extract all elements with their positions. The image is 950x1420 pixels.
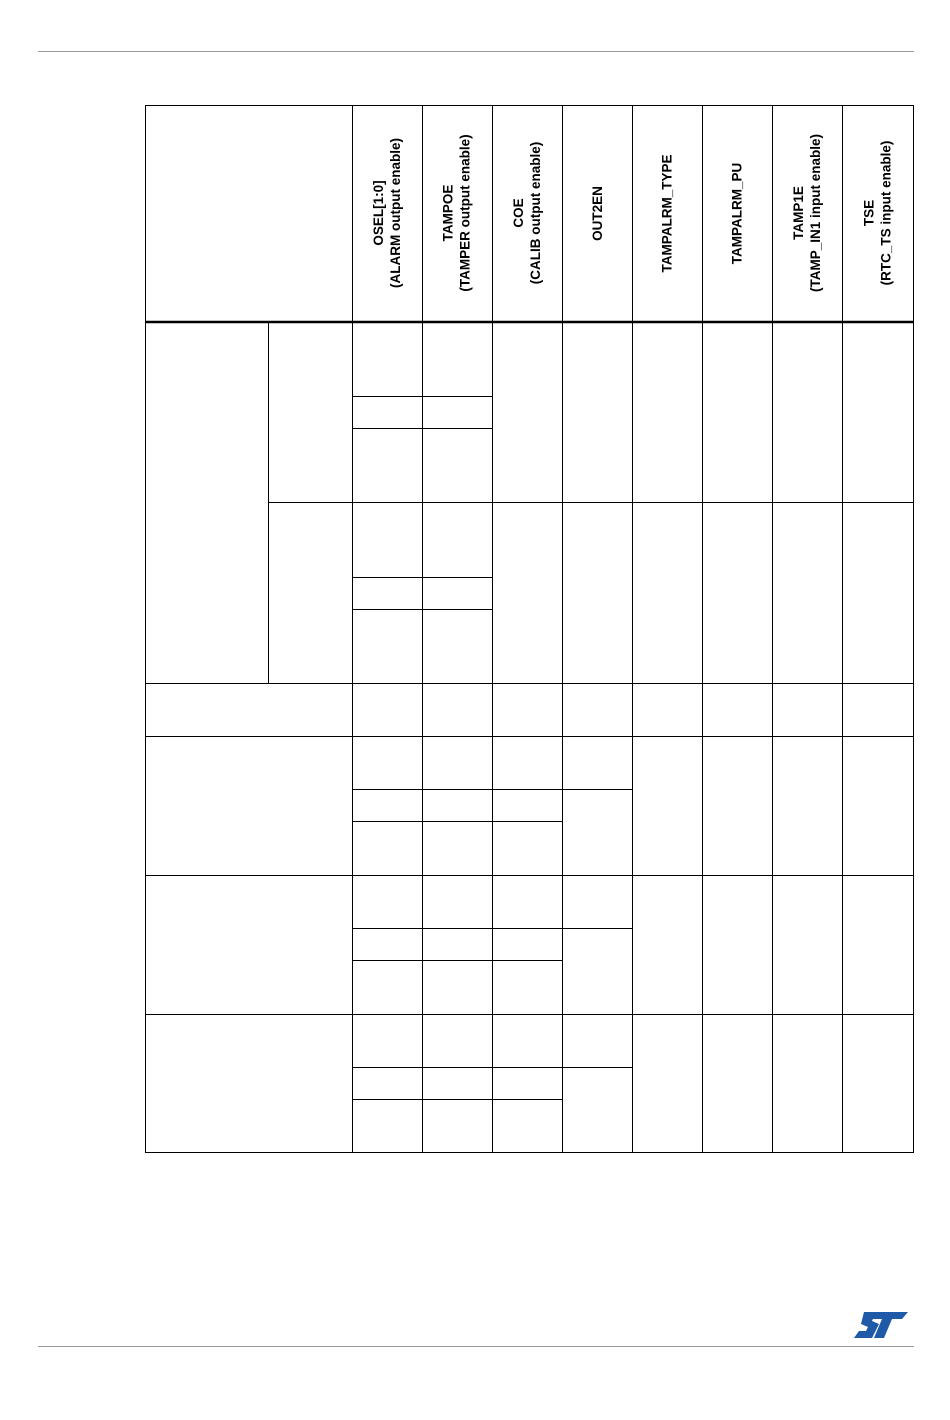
- column-header-tamp1e-name: TAMP1E: [791, 186, 807, 240]
- column-header-tamp1e-desc: (TAMP_IN1 input enable): [808, 133, 824, 293]
- column-header-tampoe-desc: (TAMPER output enable): [458, 134, 474, 292]
- column-header-coe-desc: (CALIB output enable): [528, 141, 544, 285]
- column-header-tampalrm-type-name: TAMPALRM_TYPE: [659, 154, 675, 272]
- st-logo: [852, 1310, 908, 1340]
- column-header-tse-desc: (RTC_TS input enable): [878, 140, 894, 286]
- column-header-tse-name: TSE: [861, 199, 877, 227]
- column-header-osel: [352, 105, 422, 321]
- column-header-out2en: [562, 105, 632, 321]
- column-header-coe-name: COE: [511, 198, 527, 228]
- column-header-tampalrm-pu-name: TAMPALRM_PU: [729, 162, 745, 264]
- column-header-tampalrm-type: [632, 105, 702, 321]
- column-header-tse: [842, 105, 913, 321]
- column-header-out2en-name: OUT2EN: [589, 185, 605, 241]
- column-header-osel-desc: (ALARM output enable): [388, 138, 404, 288]
- column-header-coe: [492, 105, 562, 321]
- column-header-tampoe: [422, 105, 492, 321]
- column-header-tampoe-name: TAMPOE: [441, 184, 457, 242]
- column-header-osel-name: OSEL[1:0]: [371, 180, 387, 246]
- column-header-tamp1e: [772, 105, 842, 321]
- column-header-tampalrm-pu: [702, 105, 772, 321]
